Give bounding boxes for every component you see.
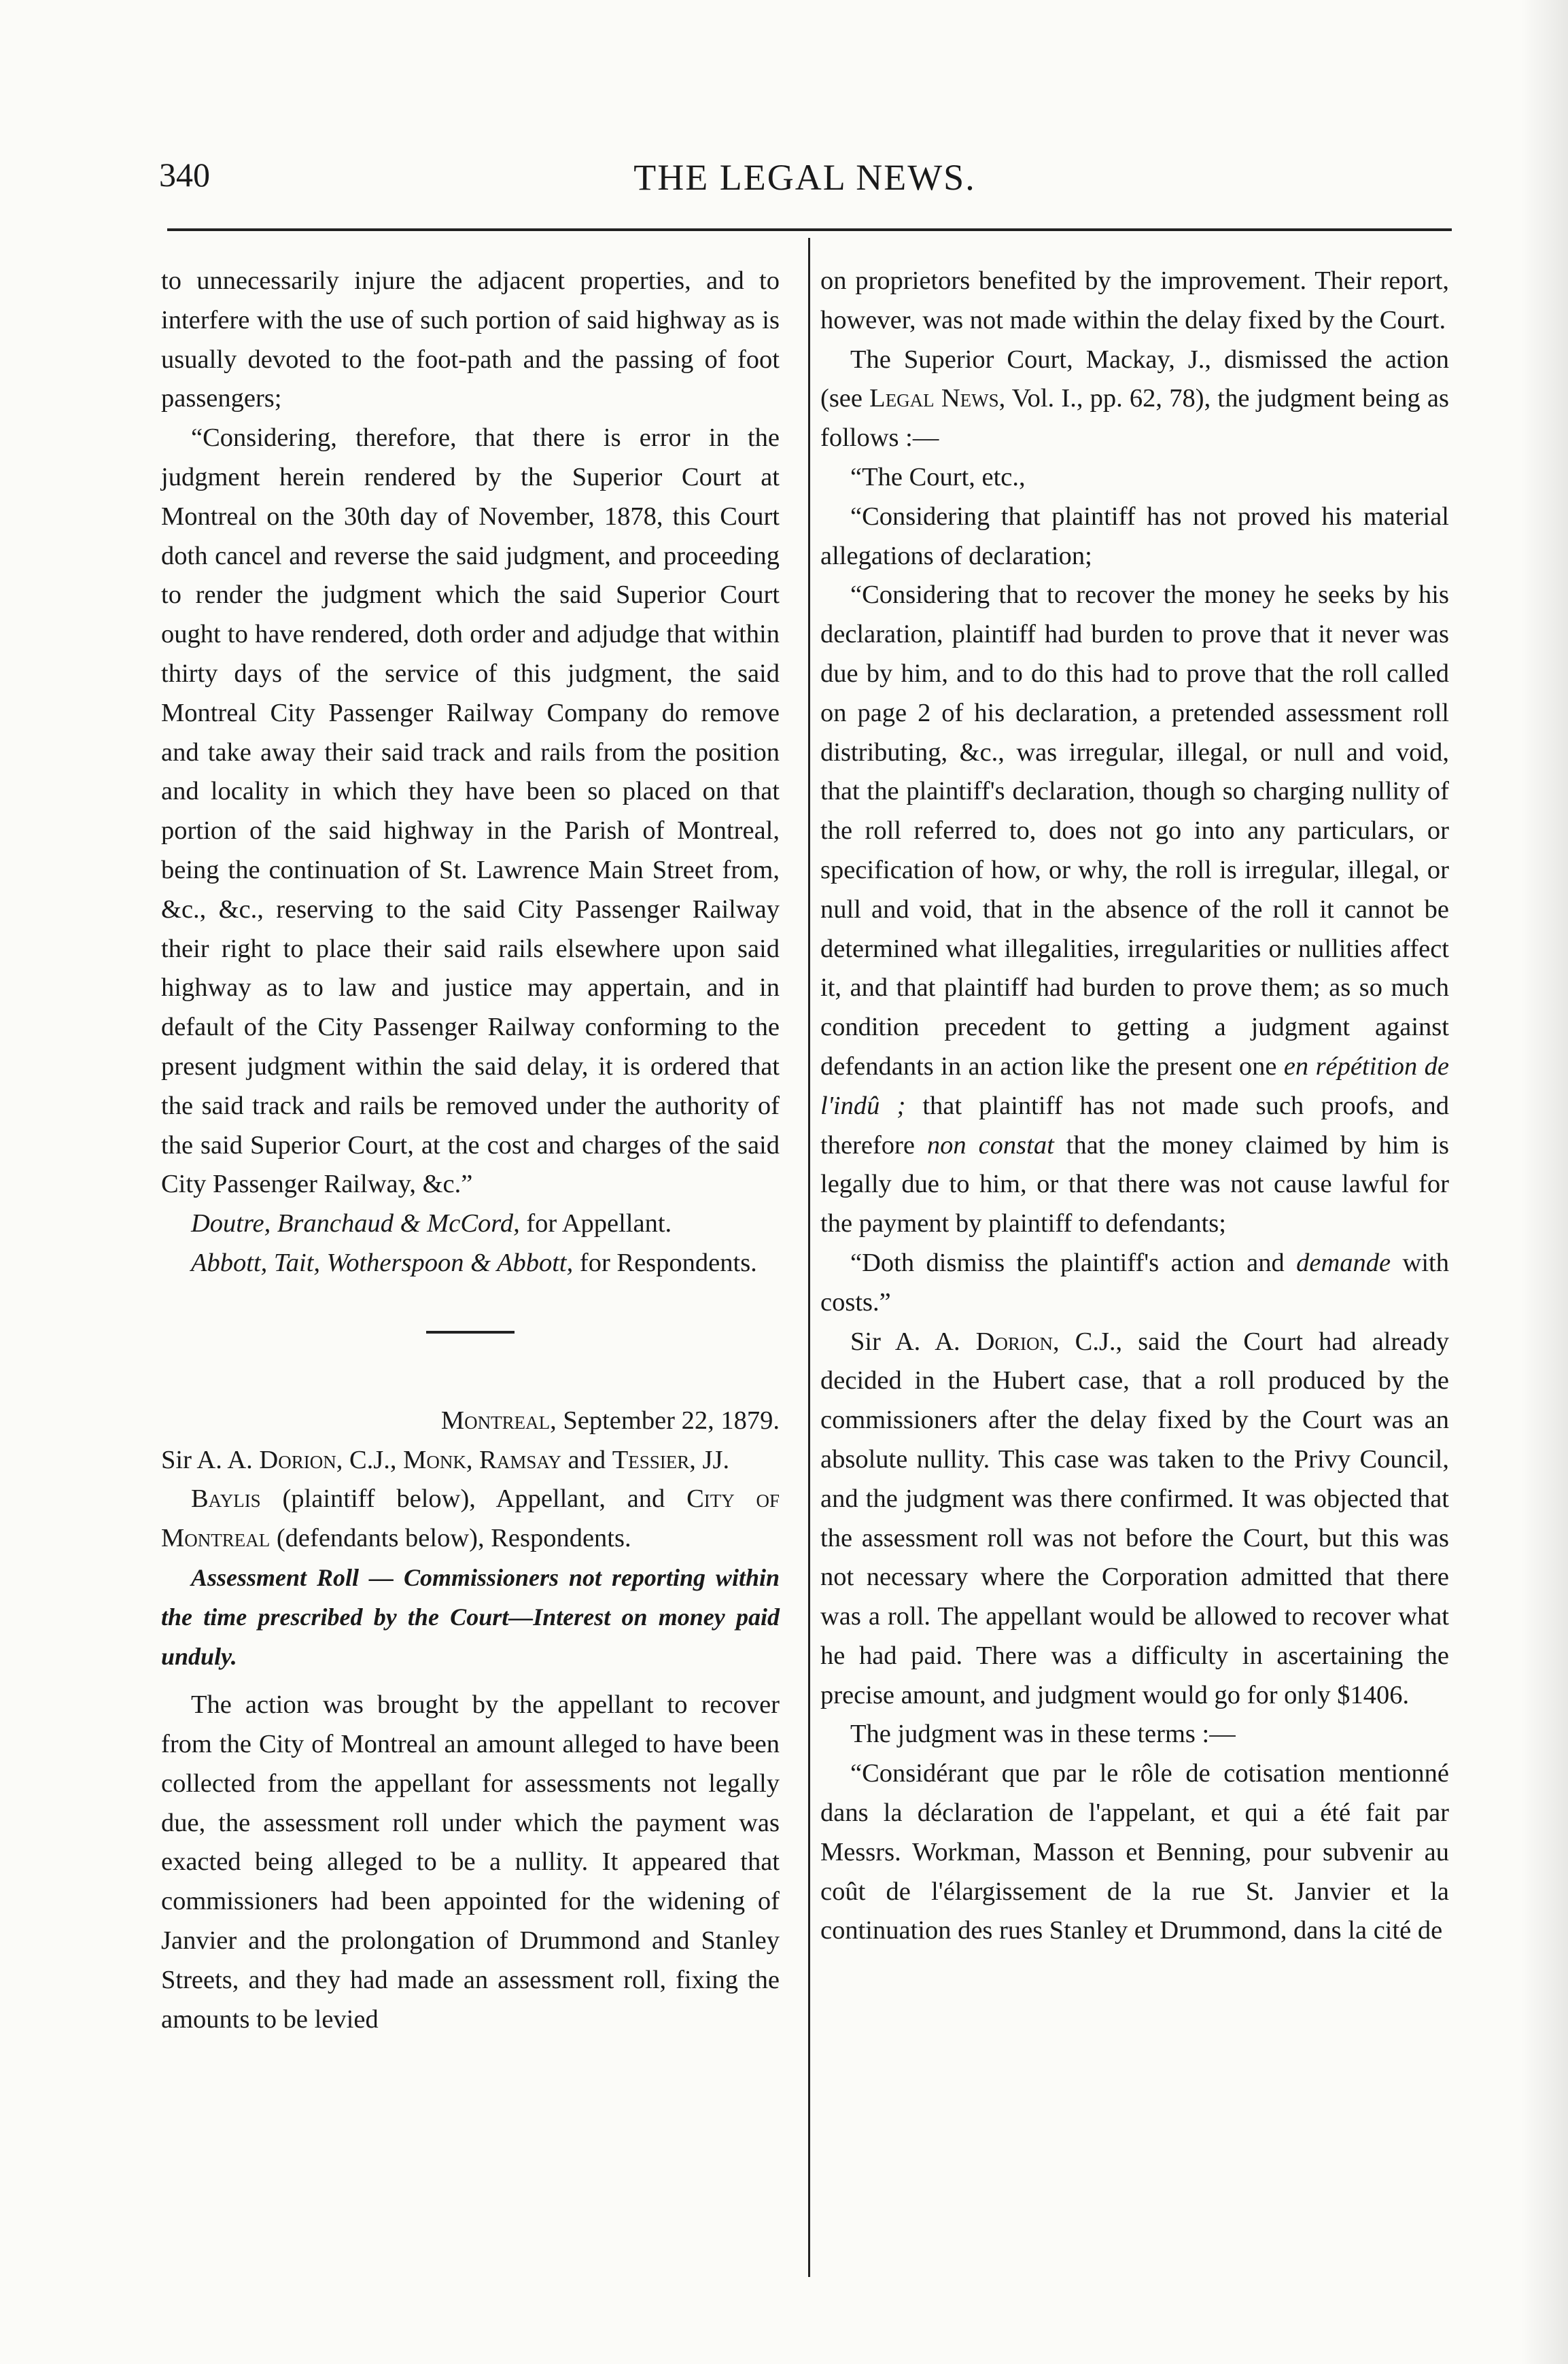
right-p2-a: The Superior Court, Mackay, J., dismissed the action (see xyxy=(820,345,1449,413)
left-column xyxy=(161,262,780,2039)
right-paragraph-8: The judgment was in these terms :— xyxy=(850,1720,1236,1749)
left-paragraph-2: “Considering, therefore, that there is error in the judgment herein rendered by the Superior Court at Montreal on the 30th day of November, 1878, this Court doth cancel and reverse the said judgment, and proceeding to render the judgment which the said Superior Court ought to have rendered, doth order and adjudge that within thirty days of the service of this judgment, the said Montreal City Passenger Railway Company do remove and take away their said track and rails from the position and locality in which they have been so placed on that portion of the said highway in the Parish of Montreal, being the continuation of St. Lawrence Main Street from, &c., &c., reserving to the said City Passenger Railway their right to place their said rails elsewhere upon said highway as to law and justice may appertain, and in default of the City Passenger Railway conforming to the present judgment within the said delay, it is ordered that the said track and rails be removed under the authority of the said Superior Court, at the cost and charges of the said City Passenger Railway, &c.” xyxy=(161,423,780,1199)
spacer xyxy=(161,1676,780,1686)
right-p5-italic-2: non constat xyxy=(926,1130,1054,1160)
right-p6-b: with costs.” xyxy=(820,1248,1450,1317)
right-p6-italic: demande xyxy=(1296,1248,1391,1277)
right-p2-b: Vol. I., pp. 62, 78), the judgment being as follows :— xyxy=(820,384,1449,453)
judge-ramsay: Ramsay xyxy=(479,1445,561,1474)
right-p5-italic-1: en répétition de l'indû ; xyxy=(820,1051,1449,1120)
dateline-date: September 22, 1879. xyxy=(556,1406,780,1435)
column-divider xyxy=(808,238,810,2277)
right-paragraph-4: “Considering that plaintiff has not proved his material allegations of declaration; xyxy=(820,502,1449,570)
page-header xyxy=(159,155,1450,209)
right-p7-a: Sir A. A. xyxy=(850,1327,976,1356)
judge-tessier: Tessier, xyxy=(612,1445,696,1474)
judge-dorion: Dorion, xyxy=(259,1445,343,1474)
dateline-place: Montreal, xyxy=(440,1406,557,1435)
right-p6-a: “Doth dismiss the plaintiff's action and xyxy=(850,1248,1297,1277)
judges-and: and xyxy=(561,1445,612,1474)
header-rule xyxy=(167,228,1452,231)
right-paragraph-5 xyxy=(820,576,1449,1244)
judge-monk: Monk, xyxy=(403,1445,473,1474)
right-p2-legal-news: Legal News, xyxy=(869,384,1006,413)
left-paragraph-3: The action was brought by the appellant to recover from the City of Montreal an amount alleged to have been collected from the appellant for assessments not legally due, the assessment roll under which the payment was exacted being alleged to be a nullity. It appeared that commissioners had been appointed for the widening of Janvier and the prolongation of Drummond and Stanley Streets, and they had made an assessment roll, fixing the amounts to be levied xyxy=(161,1690,780,2034)
right-p5-c: that the money claimed by him is legally due to him, or that there was not cause lawful for the payment by plaintiff to defendants; xyxy=(820,1130,1449,1238)
right-p5-b: that plaintiff has not made such proofs, and therefore xyxy=(820,1091,1449,1160)
section-separator xyxy=(426,1331,515,1334)
party-appellant: Baylis xyxy=(191,1484,261,1514)
judges-sir: Sir A. A. xyxy=(161,1445,260,1474)
counsel-appellant-role: for Appellant. xyxy=(519,1209,672,1238)
parties-mid: (plaintiff below), Appellant, and xyxy=(260,1484,687,1514)
right-paragraph-2 xyxy=(820,341,1449,458)
right-paragraph-9: “Considérant que par le rôle de cotisation mentionné dans la déclaration de l'appelant, et qui a été fait par Messrs. Workman, Masson et Benning, pour subvenir au coût de l'élargissement de la rue St. Janvier et la continuation des rues Stanley et Drummond, dans la cité de xyxy=(820,1759,1449,1945)
counsel-appellant xyxy=(161,1204,780,1244)
judges-jj: JJ. xyxy=(695,1445,730,1474)
counsel-respondents xyxy=(161,1244,780,1283)
counsel-respondents-names: Abbott, Tait, Wotherspoon & Abbott, xyxy=(191,1248,574,1277)
right-column xyxy=(820,262,1449,1951)
right-paragraph-7 xyxy=(820,1323,1449,1716)
party-respondent: City of Montreal xyxy=(161,1484,780,1553)
right-p5-a: “Considering that to recover the money he seeks by his declaration, plaintiff had burden to prove that it never was due by him, and to do this had to prove that the roll called on page 2 of his declaration, a pretended assessment roll distributing, &c., was irregular, illegal, or null and void, that the plaintiff's declaration, though so charging nullity of the roll referred to, does not go into any particulars, or specification of how, or why, the roll is irregular, illegal, or null and void, that in the absence of the roll it cannot be determined what illegalities, irregularities or nullities affect it, and that plaintiff had burden to prove them; as so much condition precedent to getting a judgment against defendants in an action like the present one xyxy=(820,580,1449,1081)
scan-edge-shadow xyxy=(1520,0,1568,2364)
parties-line xyxy=(161,1480,780,1559)
judges-line xyxy=(161,1441,780,1480)
parties-end: (defendants below), Respondents. xyxy=(270,1524,631,1553)
right-paragraph-6 xyxy=(820,1244,1449,1323)
right-p7-b: C.J., said the Court had already decided in the Hubert case, that a roll produced by the commissioners after the delay fixed by the Court was an absolute nullity. This case was taken to the Privy Council, and the judgment was there confirmed. It was objected that the assessment roll was not before the Court, but this was not necessary where the Corporation admitted that there was a roll. The appellant would be allowed to recover what he had paid. There was a difficulty in ascertaining the precise amount, and judgment would go for only $1406. xyxy=(820,1327,1450,1709)
judges-space xyxy=(473,1446,480,1474)
judges-cj: C.J., xyxy=(343,1445,404,1474)
page-number: 340 xyxy=(159,156,210,194)
left-paragraph-1: to unnecessarily injure the adjacent properties, and to interfere with the use of such portion of said highway as is usually devoted to the foot-path and the passing of foot passengers; xyxy=(161,266,780,413)
right-p7-dorion: Dorion, xyxy=(975,1327,1060,1356)
dateline xyxy=(161,1402,780,1441)
counsel-respondents-role: for Respondents. xyxy=(573,1248,757,1277)
journal-title: THE LEGAL NEWS. xyxy=(633,157,976,198)
right-paragraph-1: on proprietors benefited by the improvement. Their report, however, was not made within the delay fixed by the Court. xyxy=(820,266,1449,334)
right-paragraph-3: “The Court, etc., xyxy=(850,462,1026,491)
counsel-appellant-names: Doutre, Branchaud & McCord, xyxy=(191,1209,520,1238)
headnote: Assessment Roll — Commissioners not reporting within the time prescribed by the Court—Interest on money paid unduly. xyxy=(161,1563,780,1670)
